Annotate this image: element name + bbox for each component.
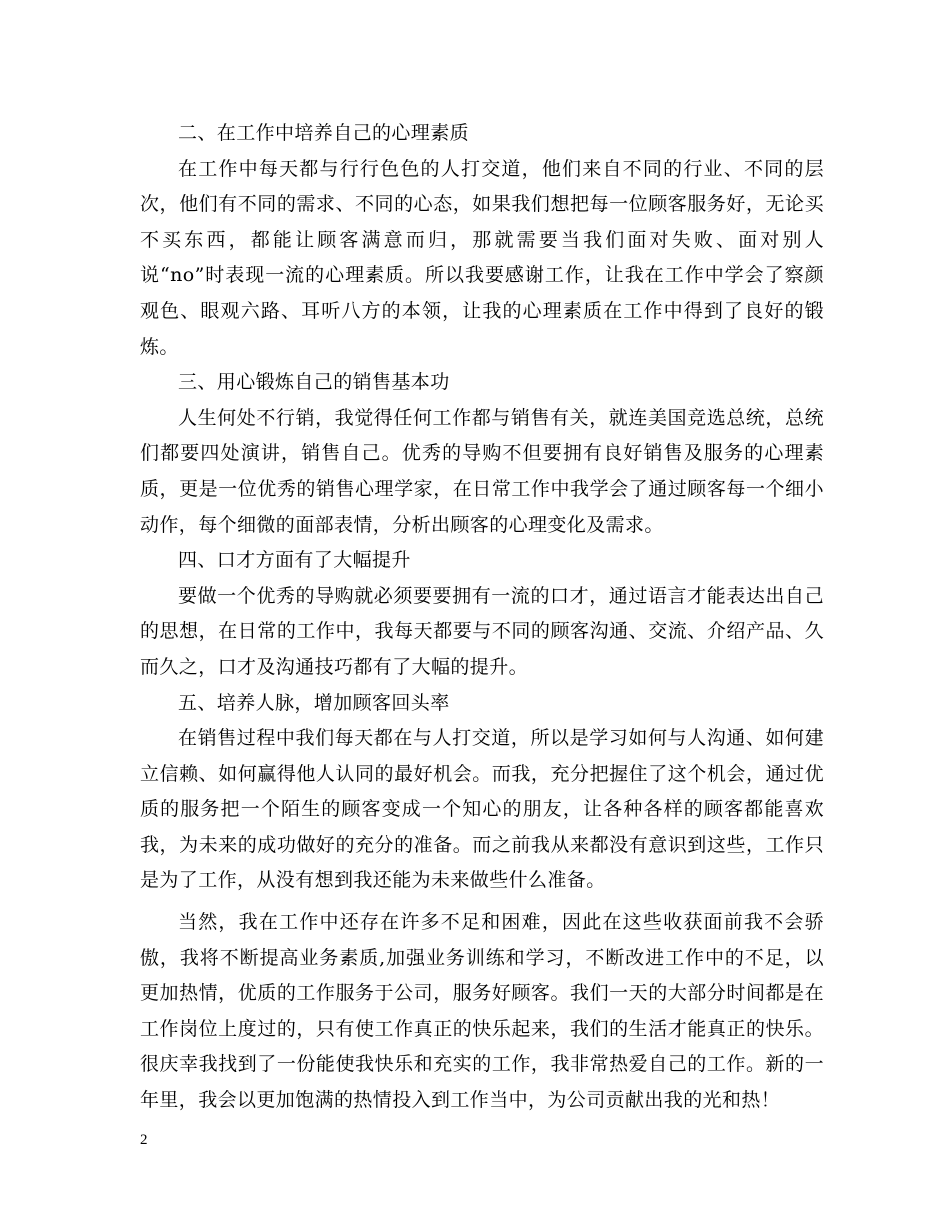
paragraph: 要做一个优秀的导购就必须要要拥有一流的口才，通过语言才能表达出自己的思想，在日常的工作中，我每天都要与不同的顾客沟通、交流、介绍产品、久而久之，口才及沟通技巧都有了大幅的提升。 xyxy=(140,584,824,678)
section-heading-2: 二、在工作中培养自己的心理素质 xyxy=(178,122,470,144)
paragraph: 在工作中每天都与行行色色的人打交道，他们来自不同的行业、不同的层次，他们有不同的需求、不同的心态，如果我们想把每一位顾客服务好，无论买不买东西，都能让顾客满意而归，那就需要当我们面对失败、面对别人说“no”时表现一流的心理素质。所以我要感谢工作，让我在工作中学会了察颜观色、眼观六路、耳听八方的本领，让我的心理素质在工作中得到了良好的锻炼。 xyxy=(140,157,824,358)
document-body xyxy=(140,116,824,1119)
section-heading-3: 三、用心锻炼自己的销售基本功 xyxy=(178,371,450,394)
closing-paragraph: 当然，我在工作中还存在许多不足和困难，因此在这些收获面前我不会骄傲，我将不断提高业务素质,加强业务训练和学习，不断改进工作中的不足，以更加热情，优质的工作服务于公司，服务好顾客。我们一天的大部分时间都是在工作岗位上度过的，只有使工作真正的快乐起来，我们的生活才能真正的快乐。很庆幸我找到了一份能使我快乐和充实的工作，我非常热爱自己的工作。新的一年里，我会以更加饱满的热情投入到工作当中，为公司贡献出我的光和热！ xyxy=(140,911,824,1112)
page-number: 2 xyxy=(140,1132,148,1148)
paragraph: 人生何处不行销，我觉得任何工作都与销售有关，就连美国竞选总统，总统们都要四处演讲，销售自己。优秀的导购不但要拥有良好销售及服务的心理素质，更是一位优秀的销售心理学家，在日常工作中我学会了通过顾客每一个细小动作，每个细微的面部表情，分析出顾客的心理变化及需求。 xyxy=(140,406,824,536)
paragraph: 在销售过程中我们每天都在与人打交道，所以是学习如何与人沟通、如何建立信赖、如何赢得他人认同的最好机会。而我，充分把握住了这个机会，通过优质的服务把一个陌生的顾客变成一个知心的朋友，让各种各样的顾客都能喜欢我，为未来的成功做好的充分的准备。而之前我从来都没有意识到这些，工作只是为了工作，从没有想到我还能为未来做些什么准备。 xyxy=(140,727,824,892)
section-heading-4: 四、口才方面有了大幅提升 xyxy=(178,549,411,572)
section-heading-5: 五、培养人脉，增加顾客回头率 xyxy=(178,691,450,714)
